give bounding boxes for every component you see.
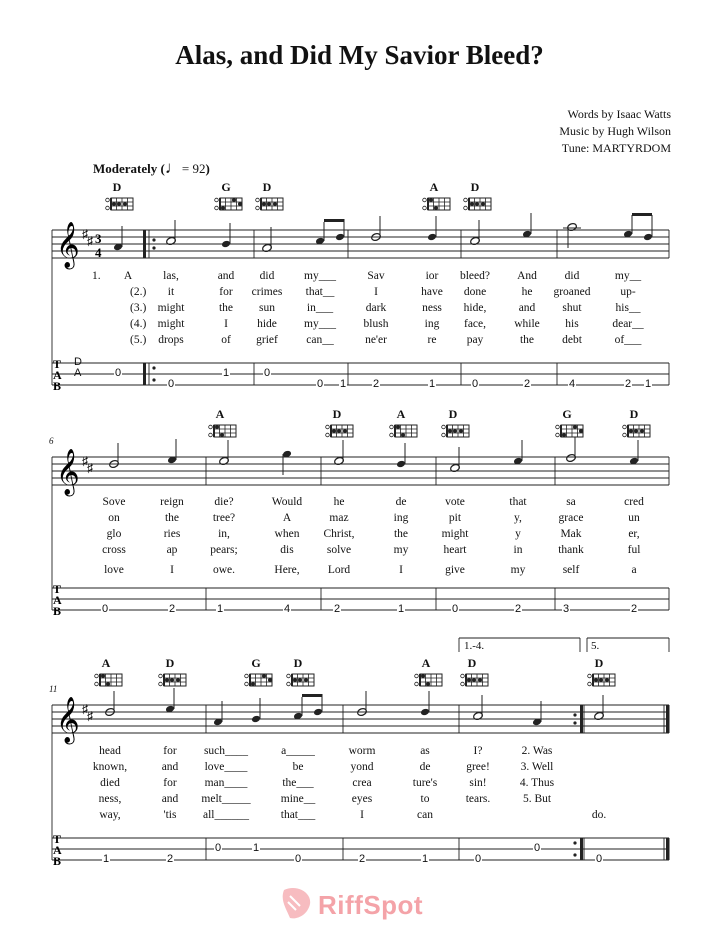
lyric-syllable: in bbox=[513, 544, 523, 556]
lyric-syllable: my bbox=[510, 564, 526, 576]
lyric-syllable: I bbox=[224, 318, 228, 330]
chord-symbol: D bbox=[165, 656, 175, 670]
lyric-syllable: I bbox=[170, 564, 174, 576]
chord-diagram-icon bbox=[208, 424, 238, 438]
lyric-syllable: tears. bbox=[465, 793, 491, 805]
lyric-syllable: ries bbox=[163, 528, 181, 540]
lyric-syllable: Here, bbox=[274, 564, 300, 576]
chord-symbol: A bbox=[429, 180, 439, 194]
svg-text:4: 4 bbox=[95, 245, 102, 260]
lyric-syllable: my___ bbox=[304, 318, 336, 330]
chord-diagram-icon bbox=[587, 673, 617, 687]
lyric-syllable: for bbox=[219, 286, 233, 298]
verse-number: (3.) bbox=[130, 302, 147, 314]
tab-fret-number: 0 bbox=[475, 853, 482, 865]
second-ending-label: 5. bbox=[591, 640, 600, 652]
lyric-syllable: as bbox=[420, 745, 430, 757]
tab-fret-number: 0 bbox=[215, 842, 222, 854]
lyric-syllable: I bbox=[374, 286, 378, 298]
lyric-syllable: drops bbox=[158, 334, 184, 346]
tab-fret-number: 0 bbox=[264, 367, 271, 379]
tab-fret-number: 0 bbox=[596, 853, 603, 865]
lyric-syllable: the bbox=[218, 302, 234, 314]
lyric-syllable: might bbox=[157, 302, 185, 314]
tab-fret-number: 4 bbox=[569, 378, 576, 390]
lyric-syllable: er, bbox=[628, 528, 640, 540]
lyric-syllable: he bbox=[521, 286, 533, 298]
lyric-syllable: might bbox=[441, 528, 469, 540]
lyric-syllable: that bbox=[509, 496, 527, 508]
lyric-syllable: done bbox=[463, 286, 487, 298]
tab-fret-number: 1 bbox=[340, 378, 347, 390]
chord-symbol: D bbox=[594, 656, 604, 670]
chord-symbol: A bbox=[396, 407, 406, 421]
tempo-marking: Moderately (♩= 92) bbox=[93, 158, 210, 177]
lyric-syllable: sun bbox=[259, 302, 275, 314]
lyric-syllable: his__ bbox=[615, 302, 641, 314]
svg-text:A: A bbox=[53, 843, 62, 857]
tune-credit: Tune: MARTYRDOM bbox=[561, 141, 671, 155]
tab-fret-number: 1 bbox=[645, 378, 652, 390]
lyric-syllable: way, bbox=[99, 809, 121, 821]
svg-text:♯: ♯ bbox=[82, 454, 88, 468]
lyric-syllable: cross bbox=[102, 544, 126, 556]
lyric-syllable: debt bbox=[562, 334, 582, 346]
verse-number: (2.) bbox=[130, 286, 147, 298]
lyric-syllable: ap bbox=[166, 544, 178, 556]
lyric-syllable: glo bbox=[106, 528, 122, 540]
music-credit: Music by Hugh Wilson bbox=[559, 124, 671, 138]
lyric-syllable: might bbox=[157, 318, 185, 330]
chord-symbol: D bbox=[448, 407, 458, 421]
chord-diagram-icon bbox=[244, 673, 274, 687]
chord-diagram-icon bbox=[463, 197, 493, 211]
lyric-syllable: do. bbox=[591, 809, 607, 821]
song-title: Alas, and Did My Savior Bleed? bbox=[175, 40, 544, 70]
tab-fret-number: 1 bbox=[217, 603, 224, 615]
lyric-syllable: shut bbox=[562, 302, 582, 314]
lyric-syllable: all______ bbox=[203, 809, 249, 821]
lyric-syllable: Lord bbox=[327, 564, 351, 576]
measure-number: 6 bbox=[49, 436, 54, 446]
lyric-syllable: love____ bbox=[204, 761, 248, 773]
lyric-syllable: y bbox=[515, 528, 521, 540]
tab-fret-number: 0 bbox=[102, 603, 109, 615]
lyric-syllable: 4. Thus bbox=[519, 777, 555, 789]
lyric-syllable: and bbox=[518, 302, 536, 314]
lyric-syllable: and bbox=[161, 793, 179, 805]
tab-fret-number: 2 bbox=[359, 853, 366, 865]
lyric-syllable: self bbox=[562, 564, 580, 576]
tab-fret-number: 0 bbox=[295, 853, 302, 865]
lyric-syllable: crea bbox=[352, 777, 372, 789]
tab-fret-number: 3 bbox=[563, 603, 570, 615]
lyric-syllable: ness, bbox=[98, 793, 122, 805]
chord-diagram-icon bbox=[422, 197, 452, 211]
tab-string-label: D bbox=[74, 356, 82, 368]
tempo-label: Moderately bbox=[93, 161, 158, 176]
lyric-syllable: sa bbox=[566, 496, 576, 508]
lyric-syllable: ior bbox=[425, 270, 439, 282]
lyric-syllable: maz bbox=[329, 512, 349, 524]
lyric-syllable: did bbox=[564, 270, 580, 282]
lyric-syllable: die? bbox=[214, 496, 234, 508]
svg-text:♯: ♯ bbox=[82, 702, 88, 716]
lyric-syllable: have bbox=[421, 286, 443, 298]
svg-text:A: A bbox=[53, 593, 62, 607]
chord-symbol: G bbox=[221, 180, 231, 194]
lyric-syllable: pears; bbox=[210, 544, 238, 556]
lyric-syllable: re bbox=[427, 334, 437, 346]
svg-text:T: T bbox=[53, 582, 62, 596]
lyric-syllable: yond bbox=[350, 761, 374, 773]
svg-text:♯: ♯ bbox=[82, 227, 88, 241]
tab-fret-number: 2 bbox=[631, 603, 638, 615]
lyric-syllable: I bbox=[399, 564, 403, 576]
tab-fret-number: 0 bbox=[534, 842, 541, 854]
lyric-syllable: ne'er bbox=[365, 334, 387, 346]
lyric-syllable: sin! bbox=[469, 777, 487, 789]
chord-symbol: G bbox=[562, 407, 572, 421]
lyric-syllable: that__ bbox=[305, 286, 335, 298]
lyric-syllable: the bbox=[164, 512, 180, 524]
tab-fret-number: 1 bbox=[398, 603, 405, 615]
lyric-syllable: of bbox=[221, 334, 231, 346]
chord-symbol: D bbox=[332, 407, 342, 421]
lyric-syllable: worm bbox=[348, 745, 376, 757]
lyric-syllable: ness bbox=[422, 302, 442, 314]
tab-fret-number: 1 bbox=[103, 853, 110, 865]
svg-text:3: 3 bbox=[95, 231, 102, 246]
lyric-syllable: A bbox=[282, 512, 292, 524]
chord-symbol: D bbox=[262, 180, 272, 194]
tab-string-label: A bbox=[74, 367, 82, 379]
tab-fret-number: 0 bbox=[168, 378, 175, 390]
chord-diagram-icon bbox=[286, 673, 316, 687]
lyric-syllable: pay bbox=[466, 334, 484, 346]
tab-fret-number: 2 bbox=[515, 603, 522, 615]
lyric-syllable: hide, bbox=[463, 302, 487, 314]
svg-text:𝄞: 𝄞 bbox=[56, 449, 80, 495]
lyric-syllable: grief bbox=[256, 334, 278, 346]
chord-symbol: D bbox=[293, 656, 303, 670]
tab-fret-number: 2 bbox=[169, 603, 176, 615]
lyric-syllable: owe. bbox=[212, 564, 236, 576]
chord-symbol: D bbox=[467, 656, 477, 670]
chord-diagram-icon bbox=[441, 424, 471, 438]
lyric-syllable: when bbox=[274, 528, 300, 540]
lyric-syllable: and bbox=[161, 761, 179, 773]
lyric-syllable: the___ bbox=[282, 777, 314, 789]
svg-text:B: B bbox=[53, 379, 62, 393]
svg-text:A: A bbox=[53, 368, 62, 382]
lyric-syllable: 3. Well bbox=[520, 761, 554, 773]
lyric-syllable: Mak bbox=[560, 528, 582, 540]
verse-number: 1. bbox=[92, 270, 101, 282]
lyric-syllable: of___ bbox=[614, 334, 642, 346]
svg-text:♯: ♯ bbox=[87, 709, 93, 723]
lyric-syllable: he bbox=[333, 496, 345, 508]
lyric-syllable: Christ, bbox=[323, 528, 355, 540]
lyric-syllable: my bbox=[393, 544, 409, 556]
lyric-syllable: while bbox=[514, 318, 540, 330]
lyric-syllable: grace bbox=[558, 512, 584, 524]
chord-diagram-icon bbox=[105, 197, 135, 211]
lyric-syllable: and bbox=[217, 270, 235, 282]
lyric-syllable: my___ bbox=[304, 270, 336, 282]
chord-symbol: A bbox=[215, 407, 225, 421]
chord-symbol: G bbox=[251, 656, 261, 670]
lyric-syllable: thank bbox=[558, 544, 584, 556]
lyric-syllable: Sove bbox=[102, 496, 126, 508]
first-ending-label: 1.-4. bbox=[464, 640, 485, 652]
chord-diagram-icon bbox=[460, 673, 490, 687]
lyric-syllable: the bbox=[393, 528, 409, 540]
tab-fret-number: 2 bbox=[373, 378, 380, 390]
lyric-syllable: vote bbox=[445, 496, 465, 508]
lyric-syllable: on bbox=[108, 512, 120, 524]
lyric-syllable: ing bbox=[393, 512, 409, 524]
lyric-syllable: Sav bbox=[367, 270, 385, 282]
verse-number: (4.) bbox=[130, 318, 147, 330]
lyric-syllable: head bbox=[99, 745, 121, 757]
lyric-syllable: I bbox=[360, 809, 364, 821]
tempo-bpm: = 92 bbox=[181, 161, 206, 176]
chord-symbol: A bbox=[101, 656, 111, 670]
lyric-syllable: ing bbox=[424, 318, 440, 330]
lyric-syllable: it bbox=[167, 286, 175, 298]
words-credit: Words by Isaac Watts bbox=[567, 107, 671, 121]
lyric-syllable: crimes bbox=[251, 286, 283, 298]
lyric-syllable: las, bbox=[163, 270, 179, 282]
lyric-syllable: hide bbox=[257, 318, 277, 330]
tab-fret-number: 0 bbox=[472, 378, 479, 390]
chord-diagram-icon bbox=[214, 197, 244, 211]
quarter-note-icon: ♩ bbox=[164, 158, 182, 177]
lyric-syllable: 'tis bbox=[163, 809, 177, 821]
lyric-syllable: my__ bbox=[614, 270, 642, 282]
svg-text:T: T bbox=[53, 357, 62, 371]
chord-diagram-icon bbox=[555, 424, 585, 438]
lyric-syllable: face, bbox=[463, 318, 487, 330]
lyric-syllable: died bbox=[100, 777, 120, 789]
lyric-syllable: I? bbox=[473, 745, 483, 757]
tab-fret-number: 1 bbox=[253, 842, 260, 854]
svg-text:B: B bbox=[53, 854, 62, 868]
tab-fret-number: 2 bbox=[625, 378, 632, 390]
lyric-syllable: reign bbox=[160, 496, 184, 508]
lyric-syllable: to bbox=[420, 793, 430, 805]
lyric-syllable: for bbox=[163, 745, 177, 757]
tab-fret-number: 0 bbox=[115, 367, 122, 379]
lyric-syllable: And bbox=[517, 270, 537, 282]
svg-text:T: T bbox=[53, 832, 62, 846]
lyric-syllable: a bbox=[631, 564, 637, 576]
lyric-syllable: groaned bbox=[553, 286, 591, 298]
lyric-syllable: in___ bbox=[306, 302, 334, 314]
lyric-syllable: eyes bbox=[351, 793, 373, 805]
lyric-syllable: love bbox=[104, 564, 124, 576]
lyric-syllable: mine__ bbox=[280, 793, 316, 805]
tab-fret-number: 2 bbox=[334, 603, 341, 615]
chord-diagram-icon bbox=[255, 197, 285, 211]
lyric-syllable: melt_____ bbox=[201, 793, 251, 805]
lyric-syllable: heart bbox=[443, 544, 467, 556]
lyric-syllable: the bbox=[519, 334, 535, 346]
svg-text:𝄞: 𝄞 bbox=[56, 222, 80, 268]
tab-fret-number: 0 bbox=[317, 378, 324, 390]
lyric-syllable: his bbox=[565, 318, 579, 330]
lyric-syllable: did bbox=[259, 270, 275, 282]
lyric-syllable: dark bbox=[365, 302, 387, 314]
lyric-syllable: can__ bbox=[306, 334, 334, 346]
chord-diagram-icon bbox=[158, 673, 188, 687]
chord-diagram-icon bbox=[414, 673, 444, 687]
lyric-syllable: un bbox=[628, 512, 640, 524]
tab-fret-number: 2 bbox=[524, 378, 531, 390]
lyric-syllable: de bbox=[395, 496, 407, 508]
chord-symbol: A bbox=[421, 656, 431, 670]
verse-number: (5.) bbox=[130, 334, 147, 346]
lyric-syllable: A bbox=[123, 270, 133, 282]
lyric-syllable: man____ bbox=[204, 777, 248, 789]
svg-text:B: B bbox=[53, 604, 62, 618]
lyric-syllable: up- bbox=[620, 286, 636, 298]
lyric-syllable: cred bbox=[624, 496, 644, 508]
chord-diagram-icon bbox=[325, 424, 355, 438]
chord-symbol: D bbox=[470, 180, 480, 194]
tab-fret-number: 1 bbox=[429, 378, 436, 390]
lyric-syllable: ture's bbox=[412, 777, 438, 789]
tab-fret-number: 1 bbox=[422, 853, 429, 865]
tab-fret-number: 1 bbox=[223, 367, 230, 379]
chord-symbol: D bbox=[112, 180, 122, 194]
measure-number: 11 bbox=[49, 684, 58, 694]
lyric-syllable: pit bbox=[448, 512, 462, 524]
svg-text:𝄞: 𝄞 bbox=[56, 697, 80, 743]
lyric-syllable: 2. Was bbox=[521, 745, 553, 757]
chord-diagram-icon bbox=[622, 424, 652, 438]
svg-text:♯: ♯ bbox=[87, 234, 93, 248]
lyric-syllable: can bbox=[417, 809, 433, 821]
lyric-syllable: Would bbox=[271, 496, 303, 508]
tab-fret-number: 0 bbox=[452, 603, 459, 615]
lyric-syllable: be bbox=[292, 761, 304, 773]
tab-fret-number: 2 bbox=[167, 853, 174, 865]
lyric-syllable: bleed? bbox=[459, 270, 490, 282]
lyric-syllable: gree! bbox=[466, 761, 490, 773]
lyric-syllable: ful bbox=[627, 544, 641, 556]
chord-diagram-icon bbox=[389, 424, 419, 438]
chord-symbol: D bbox=[629, 407, 639, 421]
lyric-syllable: a_____ bbox=[281, 745, 315, 757]
lyric-syllable: that___ bbox=[280, 809, 316, 821]
lyric-syllable: solve bbox=[326, 544, 352, 556]
tab-fret-number: 4 bbox=[284, 603, 291, 615]
svg-text:♯: ♯ bbox=[87, 461, 93, 475]
lyric-syllable: in, bbox=[218, 528, 230, 540]
watermark-text: RiffSpot bbox=[318, 890, 424, 920]
lyric-syllable: y, bbox=[514, 512, 522, 524]
lyric-syllable: give bbox=[445, 564, 465, 576]
lyric-syllable: 5. But bbox=[522, 793, 552, 805]
lyric-syllable: dear__ bbox=[612, 318, 644, 330]
lyric-syllable: tree? bbox=[212, 512, 236, 524]
lyric-syllable: de bbox=[419, 761, 431, 773]
lyric-syllable: blush bbox=[363, 318, 389, 330]
lyric-syllable: for bbox=[163, 777, 177, 789]
lyric-syllable: dis bbox=[280, 544, 294, 556]
lyric-syllable: known, bbox=[92, 761, 128, 773]
lyric-syllable: such____ bbox=[203, 745, 249, 757]
chord-diagram-icon bbox=[94, 673, 124, 687]
